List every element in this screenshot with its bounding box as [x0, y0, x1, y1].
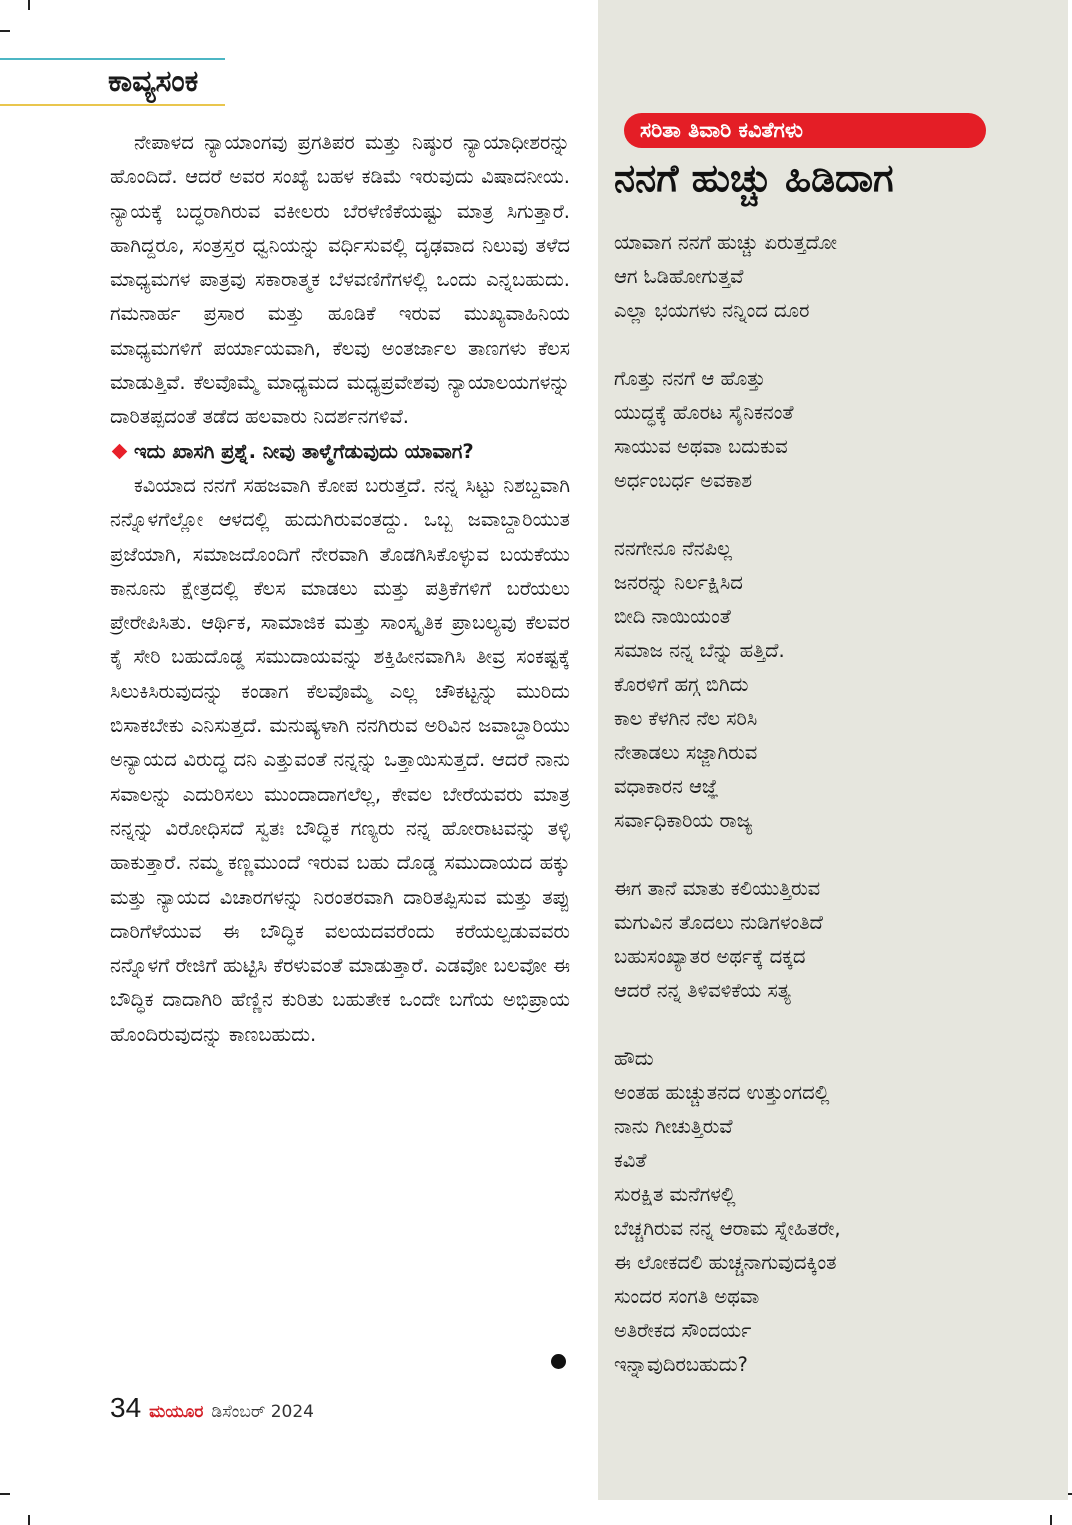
- question-text: ಇದು ಖಾಸಗಿ ಪ್ರಶ್ನೆ. ನೀವು ತಾಳ್ಮೆಗೆಡುವುದು ಯಾವಾಗ?: [134, 439, 474, 463]
- section-title: ಕಾವ್ಯಸಂಕ: [108, 64, 199, 99]
- section-rule-top: [0, 58, 225, 60]
- poem-line: ಯುದ್ಧಕ್ಕೆ ಹೊರಟ ಸೈನಿಕನಂತೆ: [614, 401, 794, 424]
- page-number: 34: [110, 1392, 142, 1423]
- article-paragraph: ಕವಿಯಾದ ನನಗೆ ಸಹಜವಾಗಿ ಕೋಪ ಬರುತ್ತದೆ. ನನ್ನ ಸಿಟ್ಟು ನಿಶಬ್ದವಾಗಿ ನನ್ನೊಳಗೆಲ್ಲೋ ಆಳದಲ್ಲಿ ಹುದುಗಿರುವಂತದ್ದು. ಒಬ್ಬ ಜವಾಬ್ದಾರಿಯುತ ಪ್ರಜೆಯಾಗಿ, ಸಮಾಜದೊಂದಿಗೆ ನೇರವಾಗಿ ತೊಡಗಿಸಿಕೊಳ್ಳುವ ಬಯಕೆಯು ಕಾನೂನು ಕ್ಷೇತ್ರದಲ್ಲಿ ಕೆಲಸ ಮಾಡಲು ಮತ್ತು ಪತ್ರಿಕೆಗಳಿಗೆ ಬರೆಯಲು ಪ್ರೇರೇಪಿಸಿತು. ಆರ್ಥಿಕ, ಸಾಮಾಜಿಕ ಮತ್ತು ಸಾಂಸ್ಕೃತಿಕ ಪ್ರಾಬಲ್ಯವು ಕೆಲವರ ಕೈ ಸೇರಿ ಬಹುದೊಡ್ಡ ಸಮುದಾಯವನ್ನು ಶಕ್ತಿಹೀನವಾಗಿಸಿ ತೀವ್ರ ಸಂಕಷ್ಟಕ್ಕೆ ಸಿಲುಕಿಸಿರುವುದನ್ನು ಕಂಡಾಗ ಕೆಲವೊಮ್ಮೆ ಎಲ್ಲ ಚೌಕಟ್ಟನ್ನು ಮುರಿದು ಬಿಸಾಕಬೇಕು ಎನಿಸುತ್ತದೆ. ಮನುಷ್ಯಳಾಗಿ ನನಗಿರುವ ಅರಿವಿನ ಜವಾಬ್ದಾರಿಯು ಅನ್ಯಾಯದ ವಿರುದ್ಧ ದನಿ ಎತ್ತುವಂತೆ ನನ್ನನ್ನು ಒತ್ತಾಯಿಸುತ್ತದೆ. ಆದರೆ ನಾನು ಸವಾಲನ್ನು ಎದುರಿಸಲು ಮುಂದಾದಾಗಲೆಲ್ಲ, ಕೇವಲ ಬೇರೆಯವರು ಮಾತ್ರ ನನ್ನನ್ನು ವಿರೋಧಿಸದೆ ಸ್ವತಃ ಬೌದ್ಧಿಕ ಗಣ್ಯರು ನನ್ನ ಹೋರಾಟವನ್ನು ತಳ್ಳಿ ಹಾಕುತ್ತಾರೆ. ನಮ್ಮ ಕಣ್ಣಮುಂದೆ ಇರುವ ಬಹು ದೊಡ್ಡ ಸಮುದಾಯದ ಹಕ್ಕು ಮತ್ತು ನ್ಯಾಯದ ವಿಚಾರಗಳನ್ನು ನಿರಂತರವಾಗಿ ದಾರಿತಪ್ಪಿಸುವ ಮತ್ತು ತಪ್ಪು ದಾರಿಗೆಳೆಯುವ ಈ ಬೌದ್ಧಿಕ ವಲಯದವರೆಂದು ಕರೆಯಲ್ಪಡುವವರು ನನ್ನೊಳಗೆ ರೇಜಿಗೆ ಹುಟ್ಟಿಸಿ ಕೆರಳುವಂತೆ ಮಾಡುತ್ತಾರೆ. ಎಡವೋ ಬಲವೋ ಈ ಬೌದ್ಧಿಕ ದಾದಾಗಿರಿ ಹೆಣ್ಣಿನ ಕುರಿತು ಬಹುತೇಕ ಒಂದೇ ಬಗೆಯ ಅಭಿಪ್ರಾಯ ಹೊಂದಿರುವುದನ್ನು ಕಾಣಬಹುದು.: [110, 473, 570, 1046]
- poem-line: ಎಲ್ಲಾ ಭಯಗಳು ನನ್ನಿಂದ ದೂರ: [614, 299, 810, 322]
- crop-mark-left-top: [0, 30, 10, 32]
- poem-line: ಬೀದಿ ನಾಯಿಯಂತೆ: [614, 605, 731, 628]
- poem-line: ಸರ್ವಾಧಿಕಾರಿಯ ರಾಜ್ಯ: [614, 809, 753, 832]
- poem-line: ಬಹುಸಂಖ್ಯಾತರ ಅರ್ಥಕ್ಕೆ ದಕ್ಕದ: [614, 945, 806, 968]
- poem-line: ವಧಾಕಾರನ ಆಜ್ಞೆ: [614, 775, 719, 798]
- poem-line: ಕವಿತೆ: [614, 1149, 647, 1172]
- poem-line: ಆಗ ಓಡಿಹೋಗುತ್ತವೆ: [614, 265, 744, 288]
- poem-line: ಈ ಲೋಕದಲಿ ಹುಚ್ಚನಾಗುವುದಕ್ಕಿಂತ: [614, 1251, 837, 1274]
- interview-question: [110, 435, 570, 469]
- article-paragraph: ನೇಪಾಳದ ನ್ಯಾಯಾಂಗವು ಪ್ರಗತಿಪರ ಮತ್ತು ನಿಷ್ಠುರ ನ್ಯಾಯಾಧೀಶರನ್ನು ಹೊಂದಿದೆ. ಆದರೆ ಅವರ ಸಂಖ್ಯೆ ಬಹಳ ಕಡಿಮೆ ಇರುವುದು ವಿಷಾದನೀಯ. ನ್ಯಾಯಕ್ಕೆ ಬದ್ಧರಾಗಿರುವ ವಕೀಲರು ಬೆರಳೆಣಿಕೆಯಷ್ಟು ಮಾತ್ರ ಸಿಗುತ್ತಾರೆ. ಹಾಗಿದ್ದರೂ, ಸಂತ್ರಸ್ತರ ಧ್ವನಿಯನ್ನು ವರ್ಧಿಸುವಲ್ಲಿ ದೃಢವಾದ ನಿಲುವು ತಳೆದ ಮಾಧ್ಯಮಗಳ ಪಾತ್ರವು ಸಕಾರಾತ್ಮಕ ಬೆಳವಣಿಗೆಗಳಲ್ಲಿ ಒಂದು ಎನ್ನಬಹುದು. ಗಮನಾರ್ಹ ಪ್ರಸಾರ ಮತ್ತು ಹೂಡಿಕೆ ಇರುವ ಮುಖ್ಯವಾಹಿನಿಯ ಮಾಧ್ಯಮಗಳಿಗೆ ಪರ್ಯಾಯವಾಗಿ, ಕೆಲವು ಅಂತರ್ಜಾಲ ತಾಣಗಳು ಕೆಲಸ ಮಾಡುತ್ತಿವೆ. ಕೆಲವೊಮ್ಮೆ ಮಾಧ್ಯಮದ ಮಧ್ಯಪ್ರವೇಶವು ನ್ಯಾಯಾಲಯಗಳನ್ನು ದಾರಿತಪ್ಪದಂತೆ ತಡೆದ ಹಲವಾರು ನಿದರ್ಶನಗಳಿವೆ.: [110, 131, 570, 429]
- page-footer: [110, 1392, 314, 1424]
- crop-mark-bottom-left: [28, 1515, 30, 1525]
- poem-line: ಸಮಾಜ ನನ್ನ ಬೆನ್ನು ಹತ್ತಿದೆ.: [614, 639, 785, 662]
- poem-line: ಅಂತಹ ಹುಚ್ಚುತನದ ಉತ್ತುಂಗದಲ್ಲಿ: [614, 1081, 830, 1104]
- article-body: [110, 126, 570, 1052]
- poem-line: ಗೊತ್ತು ನನಗೆ ಆ ಹೊತ್ತು: [614, 367, 766, 390]
- poem-line: ನೇತಾಡಲು ಸಜ್ಜಾಗಿರುವ: [614, 741, 758, 764]
- poem-title: ನನಗೆ ಹುಚ್ಚು ಹಿಡಿದಾಗ: [614, 156, 894, 200]
- poem-line: ಸುಂದರ ಸಂಗತಿ ಅಥವಾ: [614, 1285, 760, 1308]
- poem-stanza: [614, 1042, 1054, 1382]
- crop-mark-top: [28, 0, 30, 10]
- crop-mark-left-bottom: [0, 1493, 10, 1495]
- poem-line: ಅರ್ಧಂಬರ್ಧ ಅವಕಾಶ: [614, 469, 752, 492]
- issue-date: ಡಿಸೆಂಬರ್ 2024: [211, 1402, 315, 1422]
- poem-line: ಅತಿರೇಕದ ಸೌಂದರ್ಯ: [614, 1319, 752, 1342]
- poem-stanza: [614, 872, 1054, 1008]
- poem-line: ಸಾಯುವ ಅಥವಾ ಬದುಕುವ: [614, 435, 788, 458]
- poem-stanza: [614, 362, 1054, 498]
- poem-line: ಜನರನ್ನು ನಿರ್ಲಕ್ಷಿಸಿದ: [614, 571, 743, 594]
- magazine-name: ಮಯೂರ: [149, 1402, 204, 1422]
- end-dot-icon: [551, 1354, 566, 1369]
- poem-line: ನನಗೇನೂ ನೆನಪಿಲ್ಲ: [614, 537, 733, 560]
- red-diamond-icon: [112, 443, 128, 459]
- poem-line: ನಾನು ಗೀಚುತ್ತಿರುವೆ: [614, 1115, 733, 1138]
- poem-line: ಸುರಕ್ಷಿತ ಮನೆಗಳಲ್ಲಿ: [614, 1183, 736, 1206]
- poem-line: ಕಾಲ ಕೆಳಗಿನ ನೆಲ ಸರಿಸಿ: [614, 707, 758, 730]
- poem-line: ಈಗ ತಾನೆ ಮಾತು ಕಲಿಯುತ್ತಿರುವ: [614, 877, 821, 900]
- poem-body: [614, 226, 1054, 1416]
- section-rule-bottom: [0, 104, 225, 106]
- poem-line: ಹೌದು: [614, 1047, 654, 1070]
- poem-line: ಮಗುವಿನ ತೊದಲು ನುಡಿಗಳಂತಿದೆ: [614, 911, 823, 934]
- poem-line: ಇನ್ನಾವುದಿರಬಹುದು?: [614, 1353, 748, 1376]
- poem-line: ಕೊರಳಿಗೆ ಹಗ್ಗ ಬಿಗಿದು: [614, 673, 749, 696]
- poem-line: ಯಾವಾಗ ನನಗೆ ಹುಚ್ಚು ಏರುತ್ತದೋ: [614, 231, 838, 254]
- poem-stanza: [614, 226, 1054, 328]
- poem-line: ಆದರೆ ನನ್ನ ತಿಳಿವಳಿಕೆಯ ಸತ್ಯ: [614, 979, 791, 1002]
- poet-badge: ಸರಿತಾ ತಿವಾರಿ ಕವಿತೆಗಳು: [624, 113, 986, 148]
- crop-mark-bottom-right: [1050, 1515, 1052, 1525]
- poem-stanza: [614, 532, 1054, 838]
- poem-line: ಬೆಚ್ಚಗಿರುವ ನನ್ನ ಆರಾಮ ಸ್ನೇಹಿತರೇ,: [614, 1217, 841, 1240]
